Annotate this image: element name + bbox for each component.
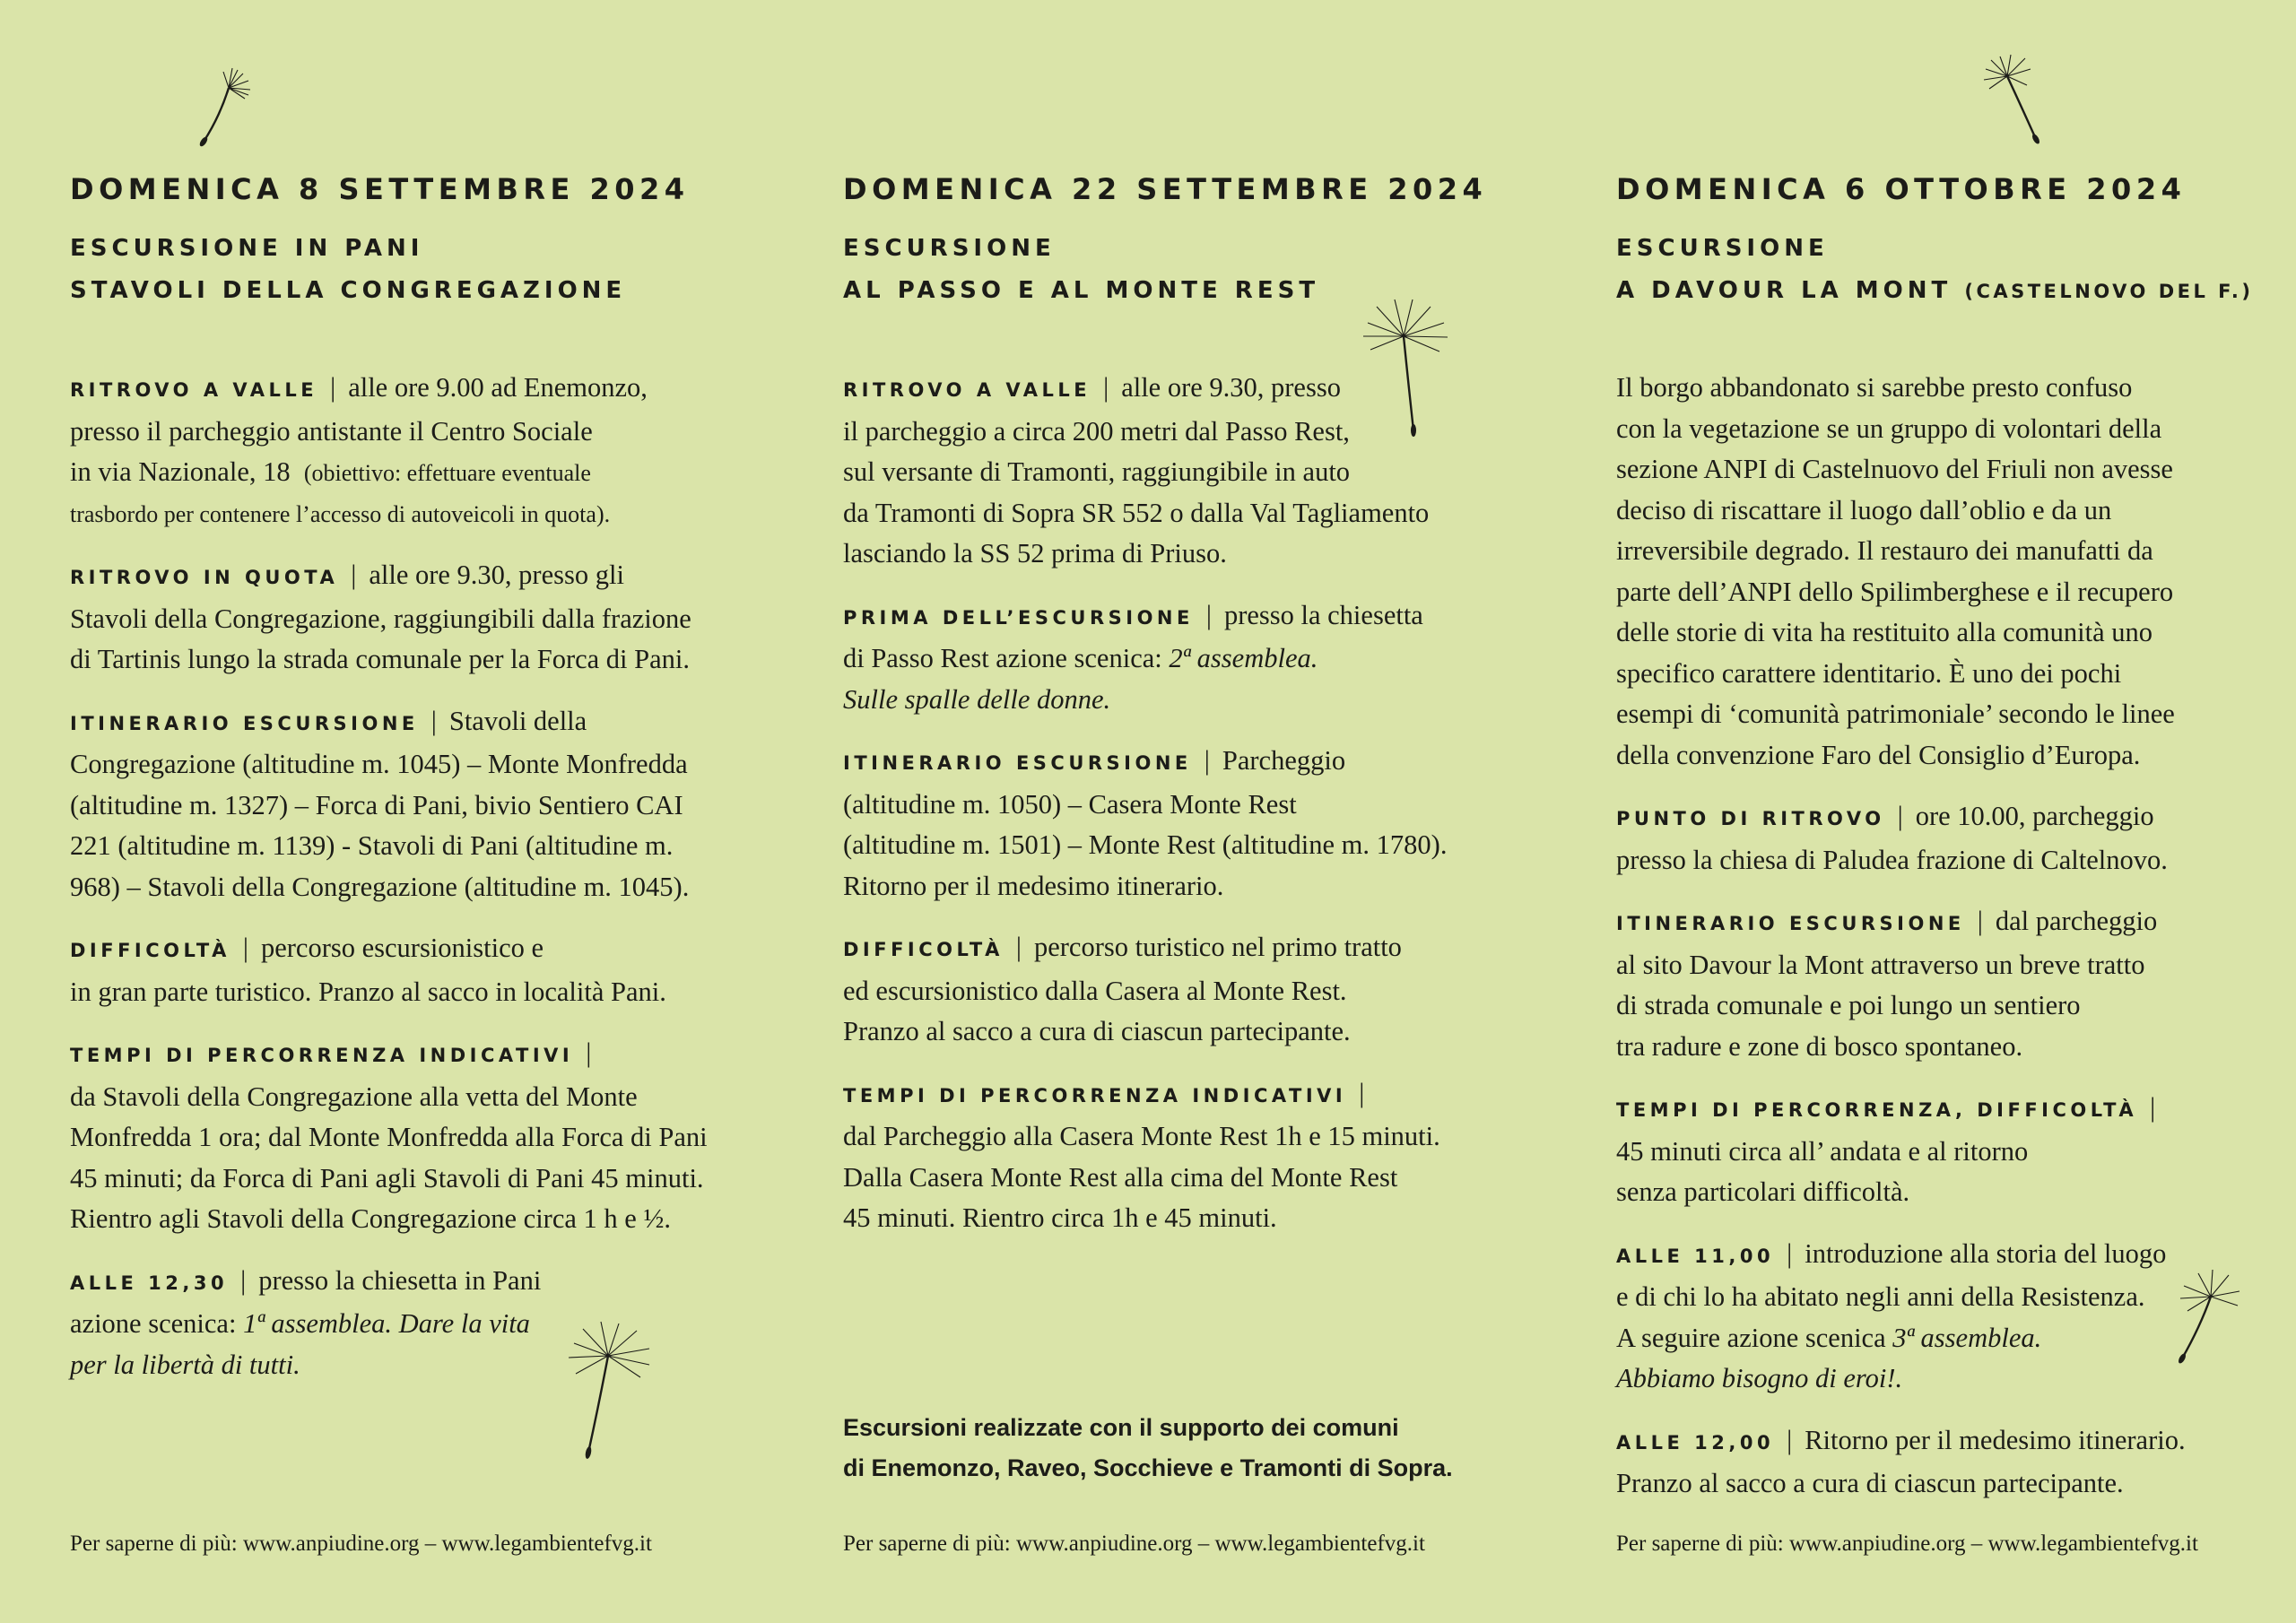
event-subtitle: [843, 228, 1319, 312]
section-italic: Abbiamo bisogno di eroi!.: [1616, 1363, 1903, 1393]
event-date: DOMENICA 22 SETTEMBRE 2024: [843, 172, 1488, 206]
section-text: di Tartinis lungo la strada comunale per la Forca di Pani.: [70, 644, 691, 674]
intro-line: sezione ANPI di Castelnuovo del Friuli non avesse: [1616, 454, 2173, 484]
section-text: 45 minuti; da Forca di Pani agli Stavoli di Pani 45 minuti.: [70, 1162, 704, 1193]
intro-line: della convenzione Faro del Consiglio d’Europa.: [1616, 739, 2141, 770]
separator: |: [1359, 1077, 1365, 1108]
section-note: (obiettivo: effettuare eventuale: [303, 460, 591, 486]
section-label: ITINERARIO ESCURSIONE: [843, 752, 1192, 774]
support-credits: [843, 1408, 1453, 1488]
intro-line: irreversibile degrado. Il restauro dei manufatti da: [1616, 535, 2153, 566]
separator: |: [1205, 599, 1212, 630]
section-label: TEMPI DI PERCORRENZA, DIFFICOLTÀ: [1616, 1099, 2138, 1121]
section-text: Stavoli della Congregazione, raggiungibili dalla frazione: [70, 603, 691, 634]
subtitle-line: ESCURSIONE: [1616, 235, 1829, 262]
separator: |: [1015, 932, 1022, 962]
section-text: Pranzo al sacco a cura di ciascun partecipante.: [843, 1016, 1351, 1046]
alle-12-section: [1616, 1420, 2296, 1505]
section-text: Rientro agli Stavoli della Congregazione circa 1 h e ½.: [70, 1203, 671, 1234]
prima-section: [843, 595, 1543, 721]
separator: |: [242, 933, 248, 963]
separator: |: [1897, 801, 1903, 831]
section-text: e di chi lo ha abitato negli anni della Resistenza.: [1616, 1281, 2145, 1312]
section-text: presso la chiesetta: [1223, 599, 1423, 630]
section-label: TEMPI DI PERCORRENZA INDICATIVI: [70, 1045, 574, 1066]
separator: |: [2150, 1092, 2156, 1123]
section-text: 968) – Stavoli della Congregazione (altitudine m. 1045).: [70, 871, 690, 902]
section-text: Dalla Casera Monte Rest alla cima del Monte Rest: [843, 1161, 1398, 1193]
subtitle-line: ESCURSIONE: [843, 235, 1056, 262]
subtitle-line: ESCURSIONE IN PANI: [70, 235, 424, 262]
section-text: da Tramonti di Sopra SR 552 o dalla Val Tagliamento: [843, 497, 1430, 528]
section-text: percorso turistico nel primo tratto: [1033, 932, 1402, 962]
event-column-3: [1616, 0, 2296, 1623]
section-text: alle ore 9.30, presso: [1121, 372, 1341, 403]
alle-section: [70, 1261, 770, 1386]
subtitle-line: AL PASSO E AL MONTE REST: [843, 277, 1320, 304]
separator: |: [240, 1264, 247, 1296]
section-text: 45 minuti. Rientro circa 1h e 45 minuti.: [843, 1202, 1277, 1233]
footer-links: Per saperne di più: www.anpiudine.org – www.legambientefvg.it: [70, 1532, 652, 1556]
section-text: di Passo Rest azione scenica:: [843, 643, 1162, 673]
subtitle-location: (CASTELNOVO DEL F.): [1964, 281, 2254, 302]
section-italic: per la libertà di tutti.: [70, 1349, 300, 1380]
intro-line: Il borgo abbandonato si sarebbe presto confuso: [1616, 372, 2133, 403]
section-text: tra radure e zone di bosco spontaneo.: [1616, 1030, 2023, 1062]
section-text: presso la chiesetta in Pani: [258, 1264, 542, 1296]
separator: |: [1977, 906, 1983, 936]
section-text: senza particolari difficoltà.: [1616, 1176, 1910, 1207]
section-text: al sito Davour la Mont attraverso un breve tratto: [1616, 949, 2145, 980]
footer-links: Per saperne di più: www.anpiudine.org – www.legambientefvg.it: [1616, 1532, 2198, 1556]
separator: |: [1204, 745, 1210, 776]
section-label: ITINERARIO ESCURSIONE: [70, 712, 419, 734]
event-details: [1616, 368, 2296, 1525]
section-label: TEMPI DI PERCORRENZA INDICATIVI: [843, 1084, 1347, 1107]
section-text: in gran parte turistico. Pranzo al sacco in località Pani.: [70, 976, 666, 1007]
event-subtitle: [70, 228, 626, 312]
separator: |: [1103, 372, 1109, 403]
support-line: di Enemonzo, Raveo, Socchieve e Tramonti di Sopra.: [843, 1454, 1453, 1481]
tempi-section: [843, 1073, 1543, 1239]
section-text: percorso escursionistico e: [260, 933, 544, 963]
section-label: RITROVO IN QUOTA: [70, 567, 339, 588]
section-text: dal parcheggio: [1995, 906, 2158, 936]
event-subtitle: [1616, 228, 2254, 313]
section-text: (altitudine m. 1501) – Monte Rest (altitudine m. 1780).: [843, 829, 1448, 860]
section-italic: 3ª assemblea.: [1892, 1322, 2042, 1353]
separator: |: [586, 1037, 592, 1068]
section-text: ed escursionistico dalla Casera al Monte Rest.: [843, 975, 1347, 1006]
section-text: in via Nazionale, 18: [70, 456, 291, 487]
section-text: Parcheggio: [1222, 745, 1346, 776]
section-text: sul versante di Tramonti, raggiungibile in auto: [843, 456, 1351, 487]
event-details: [843, 368, 1543, 1260]
section-text: introduzione alla storia del luogo: [1805, 1237, 2167, 1269]
tempi-section: [70, 1033, 770, 1240]
section-text: (altitudine m. 1327) – Forca di Pani, bivio Sentiero CAI: [70, 789, 683, 820]
intro-line: esempi di ‘comunità patrimoniale’ secondo le linee: [1616, 699, 2175, 729]
separator: |: [1787, 1424, 1793, 1455]
section-text: 221 (altitudine m. 1139) - Stavoli di Pani (altitudine m.: [70, 830, 674, 861]
intro-section: [1616, 368, 2296, 776]
intro-line: delle storie di vita ha restituito alla comunità uno: [1616, 617, 2152, 647]
section-text: alle ore 9.00 ad Enemonzo,: [348, 372, 648, 403]
intro-line: specifico carattere identitario. È uno dei pochi: [1616, 657, 2122, 689]
intro-line: parte dell’ANPI dello Spilimberghese e il recupero: [1616, 576, 2174, 607]
footer-links: Per saperne di più: www.anpiudine.org – www.legambientefvg.it: [843, 1532, 1425, 1556]
section-label: ALLE 12,30: [70, 1271, 229, 1294]
section-italic: 1ª assemblea. Dare la vita: [243, 1308, 530, 1339]
separator: |: [430, 705, 437, 736]
event-date: DOMENICA 8 SETTEMBRE 2024: [70, 172, 690, 206]
section-label: ALLE 11,00: [1616, 1245, 1775, 1267]
difficolta-section: [843, 927, 1543, 1053]
tempi-section: [1616, 1088, 2296, 1213]
subtitle-line: A DAVOUR LA MONT: [1616, 277, 1952, 304]
event-column-2: [843, 0, 1525, 1623]
section-text: alle ore 9.30, presso gli: [369, 560, 624, 590]
section-text: lasciando la SS 52 prima di Priuso.: [843, 538, 1227, 568]
section-text: Ritorno per il medesimo itinerario.: [843, 870, 1224, 901]
section-label: RITROVO A VALLE: [70, 379, 318, 401]
section-text: il parcheggio a circa 200 metri dal Passo Rest,: [843, 415, 1350, 447]
section-text: 45 minuti circa all’ andata e al ritorno: [1616, 1135, 2029, 1167]
section-text: Congregazione (altitudine m. 1045) – Monte Monfredda: [70, 749, 688, 779]
section-text: A seguire azione scenica: [1616, 1322, 1886, 1353]
difficolta-section: [70, 928, 770, 1012]
separator: |: [1787, 1237, 1793, 1269]
section-label: DIFFICOLTÀ: [70, 940, 230, 961]
itinerario-section: [70, 701, 770, 908]
ritrovo-valle-section: [70, 368, 770, 534]
ritrovo-valle-section: [843, 368, 1543, 575]
event-date: DOMENICA 6 OTTOBRE 2024: [1616, 172, 2187, 206]
section-text: Monfredda 1 ora; dal Monte Monfredda alla Forca di Pani: [70, 1122, 708, 1152]
separator: |: [351, 560, 357, 590]
intro-line: con la vegetazione se un gruppo di volontari della: [1616, 412, 2162, 444]
ritrovo-quota-section: [70, 555, 770, 681]
section-label: ALLE 12,00: [1616, 1431, 1775, 1454]
section-italic: 2ª assemblea.: [1169, 643, 1318, 673]
section-text: presso il parcheggio antistante il Centro Sociale: [70, 415, 593, 447]
alle-11-section: [1616, 1234, 2296, 1400]
event-details: [70, 368, 770, 1406]
section-text: (altitudine m. 1050) – Casera Monte Rest: [843, 788, 1297, 820]
section-label: PUNTO DI RITROVO: [1616, 808, 1885, 829]
section-text: azione scenica:: [70, 1308, 237, 1339]
section-text: Pranzo al sacco a cura di ciascun partecipante.: [1616, 1468, 2124, 1498]
section-text: Ritorno per il medesimo itinerario.: [1805, 1424, 2186, 1455]
intro-line: deciso di riscattare il luogo dall’oblio e da un: [1616, 494, 2112, 525]
section-label: RITROVO A VALLE: [843, 379, 1091, 401]
separator: |: [330, 372, 336, 403]
itinerario-section: [1616, 901, 2296, 1067]
section-italic: Sulle spalle delle donne.: [843, 683, 1111, 715]
section-text: Stavoli della: [448, 705, 587, 736]
section-note: trasbordo per contenere l’accesso di autoveicoli in quota).: [70, 500, 611, 527]
section-text: di strada comunale e poi lungo un sentiero: [1616, 990, 2081, 1020]
subtitle-line: STAVOLI DELLA CONGREGAZIONE: [70, 277, 627, 304]
punto-ritrovo-section: [1616, 796, 2296, 881]
itinerario-section: [843, 741, 1543, 907]
section-text: dal Parcheggio alla Casera Monte Rest 1h e 15 minuti.: [843, 1121, 1440, 1151]
support-line: Escursioni realizzate con il supporto dei comuni: [843, 1414, 1399, 1441]
section-label: DIFFICOLTÀ: [843, 939, 1004, 960]
section-label: ITINERARIO ESCURSIONE: [1616, 913, 1965, 934]
section-text: presso la chiesa di Paludea frazione di Caltelnovo.: [1616, 844, 2168, 875]
section-label: PRIMA DELL’ESCURSIONE: [843, 606, 1194, 629]
event-column-1: [70, 0, 752, 1623]
section-text: ore 10.00, parcheggio: [1915, 801, 2154, 831]
section-text: da Stavoli della Congregazione alla vetta del Monte: [70, 1081, 638, 1112]
